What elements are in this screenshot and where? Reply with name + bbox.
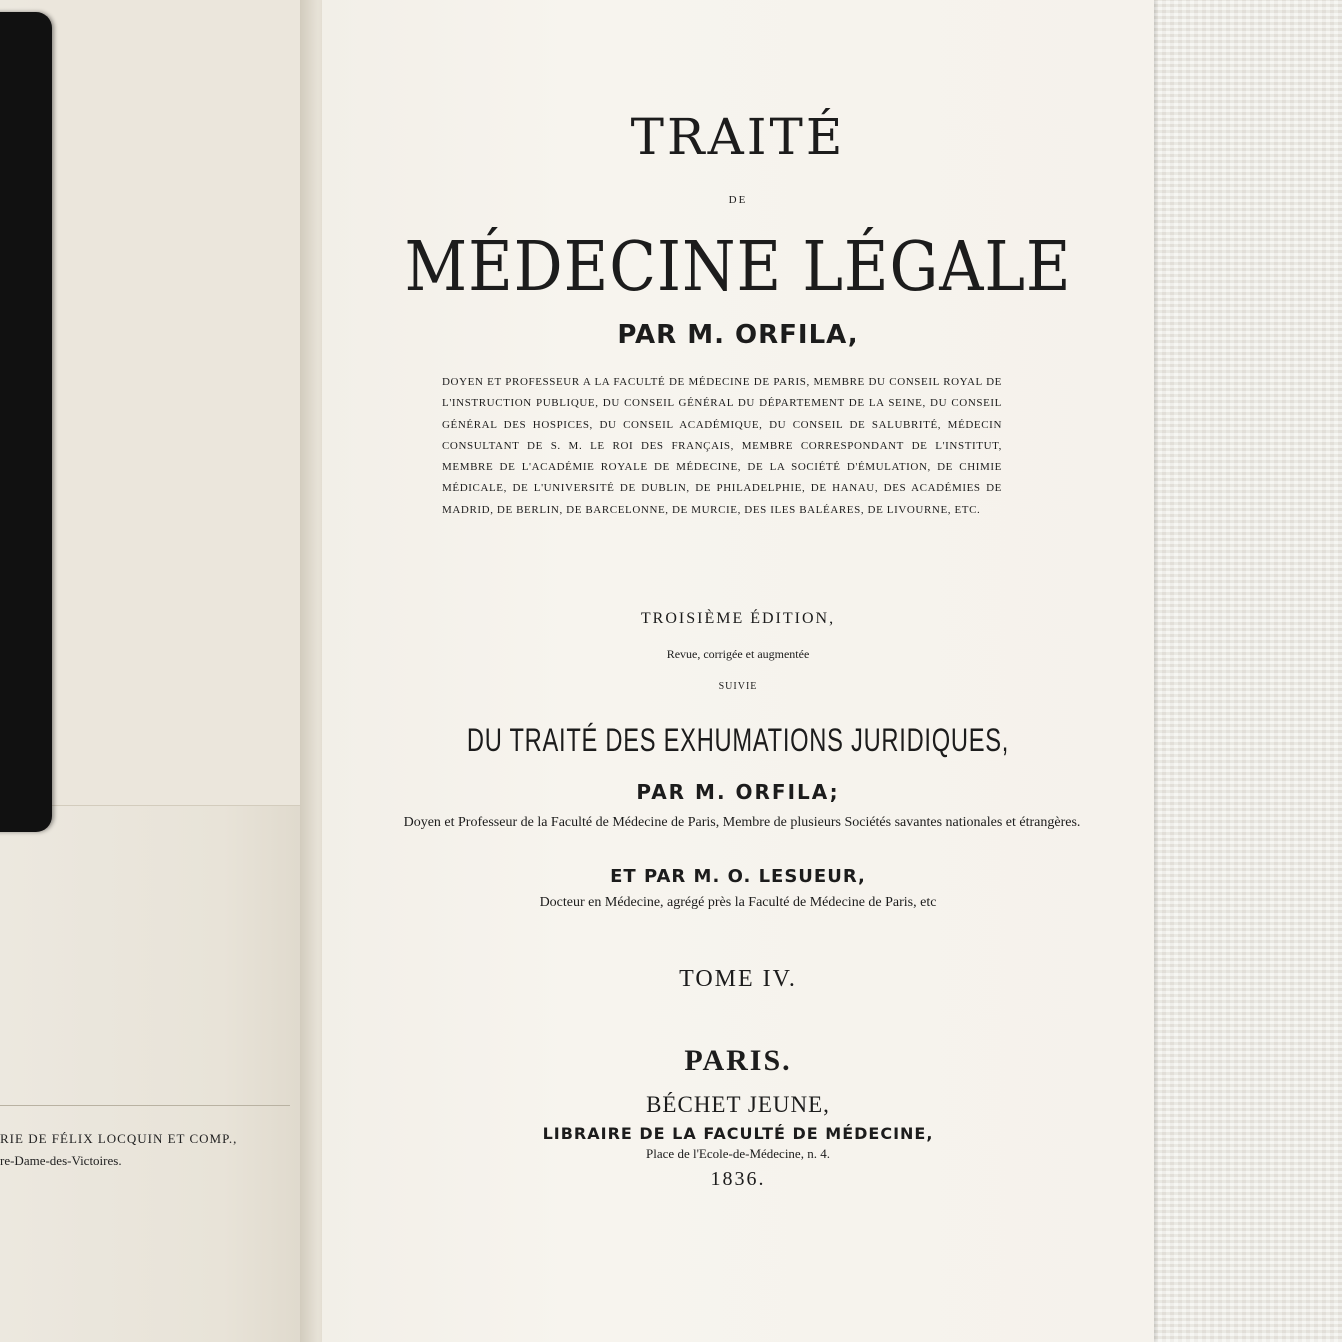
title-word: TRAITÉ [630,108,846,166]
second-author: PAR M. ORFILA; [636,780,840,804]
publication-year: 1836. [710,1168,766,1190]
edition: TROISIÈME ÉDITION, [640,610,836,627]
suivie-label: SUIVIE [718,681,758,692]
title-de: DE [728,194,748,206]
printer-imprint [0,1128,300,1172]
inserted-flyleaf [40,0,303,806]
second-author-qualifications: Doyen et Professeur de la Faculté de Médecine de Paris, Membre de plusieurs Sociétés savantes nationales et étrangères. [403,815,1081,830]
co-author-qualifications: Docteur en Médecine, agrégé près la Faculté de Médecine de Paris, etc [539,895,937,910]
phone-edge [0,12,52,832]
imprint-line-1: RIE DE FÉLIX LOCQUIN ET COMP., [0,1131,238,1146]
imprint-line-2: re-Dame-des-Victoires. [0,1153,122,1168]
revision-note: Revue, corrigée et augmentée [666,647,810,661]
co-author: ET PAR M. O. LESUEUR, [610,866,866,887]
main-title: MÉDECINE LÉGALE [404,228,1072,307]
publisher-title: LIBRAIRE DE LA FACULTÉ DE MÉDECINE, [542,1124,934,1143]
author-line: PAR M. ORFILA, [617,320,859,350]
author-qualifications: DOYEN ET PROFESSEUR A LA FACULTÉ DE MÉDECINE DE PARIS, MEMBRE DU CONSEIL ROYAL DE L'INSTRUCTION PUBLIQUE, DU CONSEIL GÉNÉRAL DU DÉPARTEMENT DE LA SEINE, DU CONSEIL GÉNÉRAL DES HOSPICES, DU CONSEIL ACADÉMIQUE, DU CONSEIL DE SALUBRITÉ, MÉDECIN CONSULTANT DE S. M. LE ROI DES FRANÇAIS, MEMBRE CORRESPONDANT DE L'INSTITUT, MEMBRE DE L'ACADÉMIE ROYALE DE MÉDECINE, DE LA SOCIÉTÉ D'ÉMULATION, DE CHIMIE MÉDICALE, DE L'UNIVERSITÉ DE DUBLIN, DE PHILADELPHIE, DE HANAU, DES ACADÉMIES DE MADRID, DE BERLIN, DE BARCELONNE, DE MURCIE, DES ILES BALÉARES, DE LIVOURNE, ETC. [442,376,1002,516]
publisher: BÉCHET JEUNE, [646,1092,830,1117]
volume-number: TOME IV. [679,966,797,992]
table-surface [1150,0,1342,1342]
second-title: DU TRAITÉ DES EXHUMATIONS JURIDIQUES, [466,722,1010,758]
city: PARIS. [684,1044,792,1077]
imprint-rule [0,1105,290,1106]
title-page [322,0,1154,1342]
publisher-address: Place de l'Ecole-de-Médecine, n. 4. [646,1146,830,1161]
